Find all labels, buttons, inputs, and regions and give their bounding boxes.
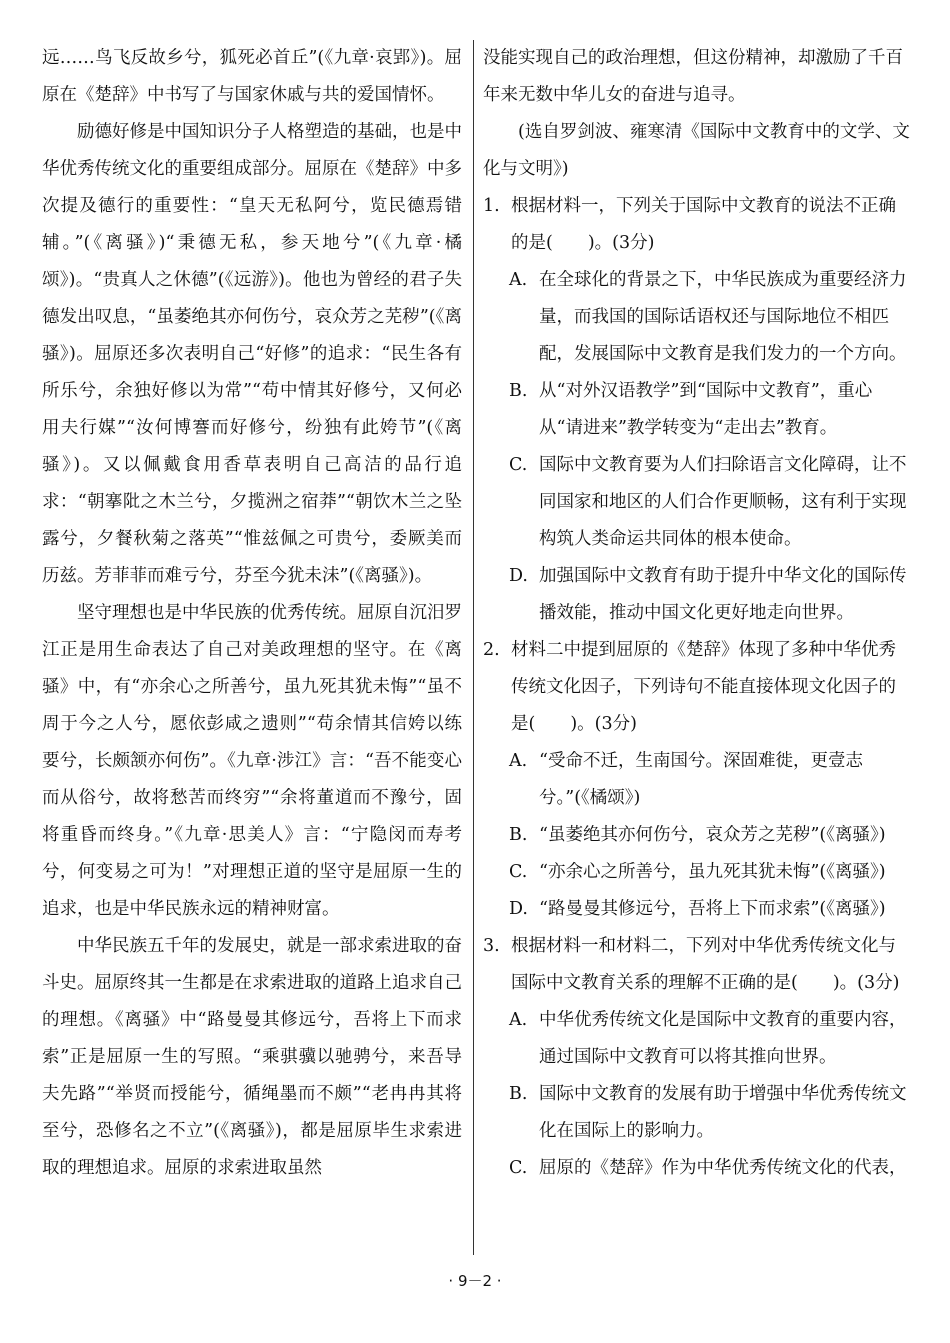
option-letter: A. xyxy=(509,751,528,771)
right-column xyxy=(483,40,913,1187)
option-letter: A. xyxy=(509,1010,528,1030)
question-2 xyxy=(483,632,913,928)
page-number: · 9－2 · xyxy=(448,1272,502,1290)
left-column xyxy=(42,40,462,1187)
question-number: 1. xyxy=(483,196,500,216)
option-letter: D. xyxy=(509,566,528,586)
option-b: B. 国际中文教育的发展有助于增强中华优秀传统文化在国际上的影响力。 xyxy=(483,1076,913,1150)
column-divider xyxy=(473,40,474,1255)
option-letter: D. xyxy=(509,899,528,919)
question-3 xyxy=(483,928,913,1187)
option-letter: C. xyxy=(509,455,528,475)
option-letter: C. xyxy=(509,862,528,882)
question-1 xyxy=(483,188,913,632)
question-stem: 2. 材料二中提到屈原的《楚辞》体现了多种中华优秀传统文化因子，下列诗句不能直接体现文化因子的是( )。(3分) xyxy=(483,632,913,743)
question-stem: 3. 根据材料一和材料二，下列对中华优秀传统文化与国际中文教育关系的理解不正确的是( )。(3分) xyxy=(483,928,913,1002)
option-c: C. “亦余心之所善兮，虽九死其犹未悔”(《离骚》) xyxy=(483,854,913,891)
option-letter: B. xyxy=(509,381,528,401)
paragraph-virtue: 励德好修是中国知识分子人格塑造的基础，也是中华优秀传统文化的重要组成部分。屈原在《楚辞》中多次提及德行的重要性：“皇天无私阿兮，览民德焉错辅。”(《离骚》)“秉德无私，参天地兮”(《九章·橘颂》)。“贵真人之休德”(《远游》)。他也为曾经的君子失德发出叹息，“虽萎绝其亦何伤兮，哀众芳之芜秽”(《离骚》)。屈原还多次表明自己“好修”的追求：“民生各有所乐兮，余独好修以为常”“苟中情其好修兮，又何必用夫行媒”“汝何博謇而好修兮，纷独有此姱节”(《离骚》)。又以佩戴食用香草表明自己高洁的品行追求：“朝搴阰之木兰兮，夕揽洲之宿莽”“朝饮木兰之坠露兮，夕餐秋菊之落英”“惟兹佩之可贵兮，委厥美而历兹。芳菲菲而难亏兮，芬至今犹未沬”(《离骚》)。 xyxy=(42,122,462,586)
option-letter: B. xyxy=(509,1084,528,1104)
option-d: D. 加强国际中文教育有助于提升中华文化的国际传播效能，推动中国文化更好地走向世界。 xyxy=(483,558,913,632)
option-letter: B. xyxy=(509,825,528,845)
paragraph-striving: 中华民族五千年的发展史，就是一部求索进取的奋斗史。屈原终其一生都是在求索进取的道路上追求自己的理想。《离骚》中“路曼曼其修远兮，吾将上下而求索”正是屈原一生的写照。“乘骐骥以驰骋兮，来吾导夫先路”“举贤而授能兮，循绳墨而不颇”“老冉冉其将至兮，恐修名之不立”(《离骚》)，都是屈原毕生求索进取的理想追求。屈原的求索进取虽然 xyxy=(42,936,462,1178)
option-b: B. 从“对外汉语教学”到“国际中文教育”，重心从“请进来”教学转变为“走出去”教育。 xyxy=(483,373,913,447)
paragraph-continued: 没能实现自己的政治理想，但这份精神，却激励了千百年来无数中华儿女的奋进与追寻。 xyxy=(483,48,903,105)
option-a: A. 在全球化的背景之下，中华民族成为重要经济力量，而我国的国际话语权还与国际地位不相匹配，发展国际中文教育是我们发力的一个方向。 xyxy=(483,262,913,373)
option-letter: A. xyxy=(509,270,528,290)
source-citation: (选自罗剑波、雍寒清《国际中文教育中的文学、文化与文明》) xyxy=(483,122,910,179)
option-letter: C. xyxy=(509,1158,528,1178)
option-b: B. “虽萎绝其亦何伤兮，哀众芳之芜秽”(《离骚》) xyxy=(483,817,913,854)
option-d: D. “路曼曼其修远兮，吾将上下而求索”(《离骚》) xyxy=(483,891,913,928)
option-c: C. 国际中文教育要为人们扫除语言文化障碍，让不同国家和地区的人们合作更顺畅，这有利于实现构筑人类命运共同体的根本使命。 xyxy=(483,447,913,558)
option-a: A. 中华优秀传统文化是国际中文教育的重要内容，通过国际中文教育可以将其推向世界。 xyxy=(483,1002,913,1076)
paragraph-continuation: 远……鸟飞反故乡兮，狐死必首丘”(《九章·哀郢》)。屈原在《楚辞》中书写了与国家休戚与共的爱国情怀。 xyxy=(42,48,462,105)
option-a: A. “受命不迁，生南国兮。深固难徙，更壹志兮。”(《橘颂》) xyxy=(483,743,913,817)
option-c: C. 屈原的《楚辞》作为中华优秀传统文化的代表， xyxy=(483,1150,913,1187)
question-number: 2. xyxy=(483,640,500,660)
question-stem: 1. 根据材料一，下列关于国际中文教育的说法不正确的是( )。(3分) xyxy=(483,188,913,262)
question-number: 3. xyxy=(483,936,500,956)
paragraph-ideals: 坚守理想也是中华民族的优秀传统。屈原自沉汨罗江正是用生命表达了自己对美政理想的坚守。在《离骚》中，有“亦余心之所善兮，虽九死其犹未悔”“虽不周于今之人兮，愿依彭咸之遗则”“苟余情其信姱以练要兮，长颇颔亦何伤”。《九章·涉江》言：“吾不能变心而从俗兮，故将愁苦而终穷”“余将董道而不豫兮，固将重昏而终身。”《九章·思美人》言：“宁隐闵而寿考兮，何变易之可为！”对理想正道的坚守是屈原一生的追求，也是中华民族永远的精神财富。 xyxy=(42,603,462,919)
